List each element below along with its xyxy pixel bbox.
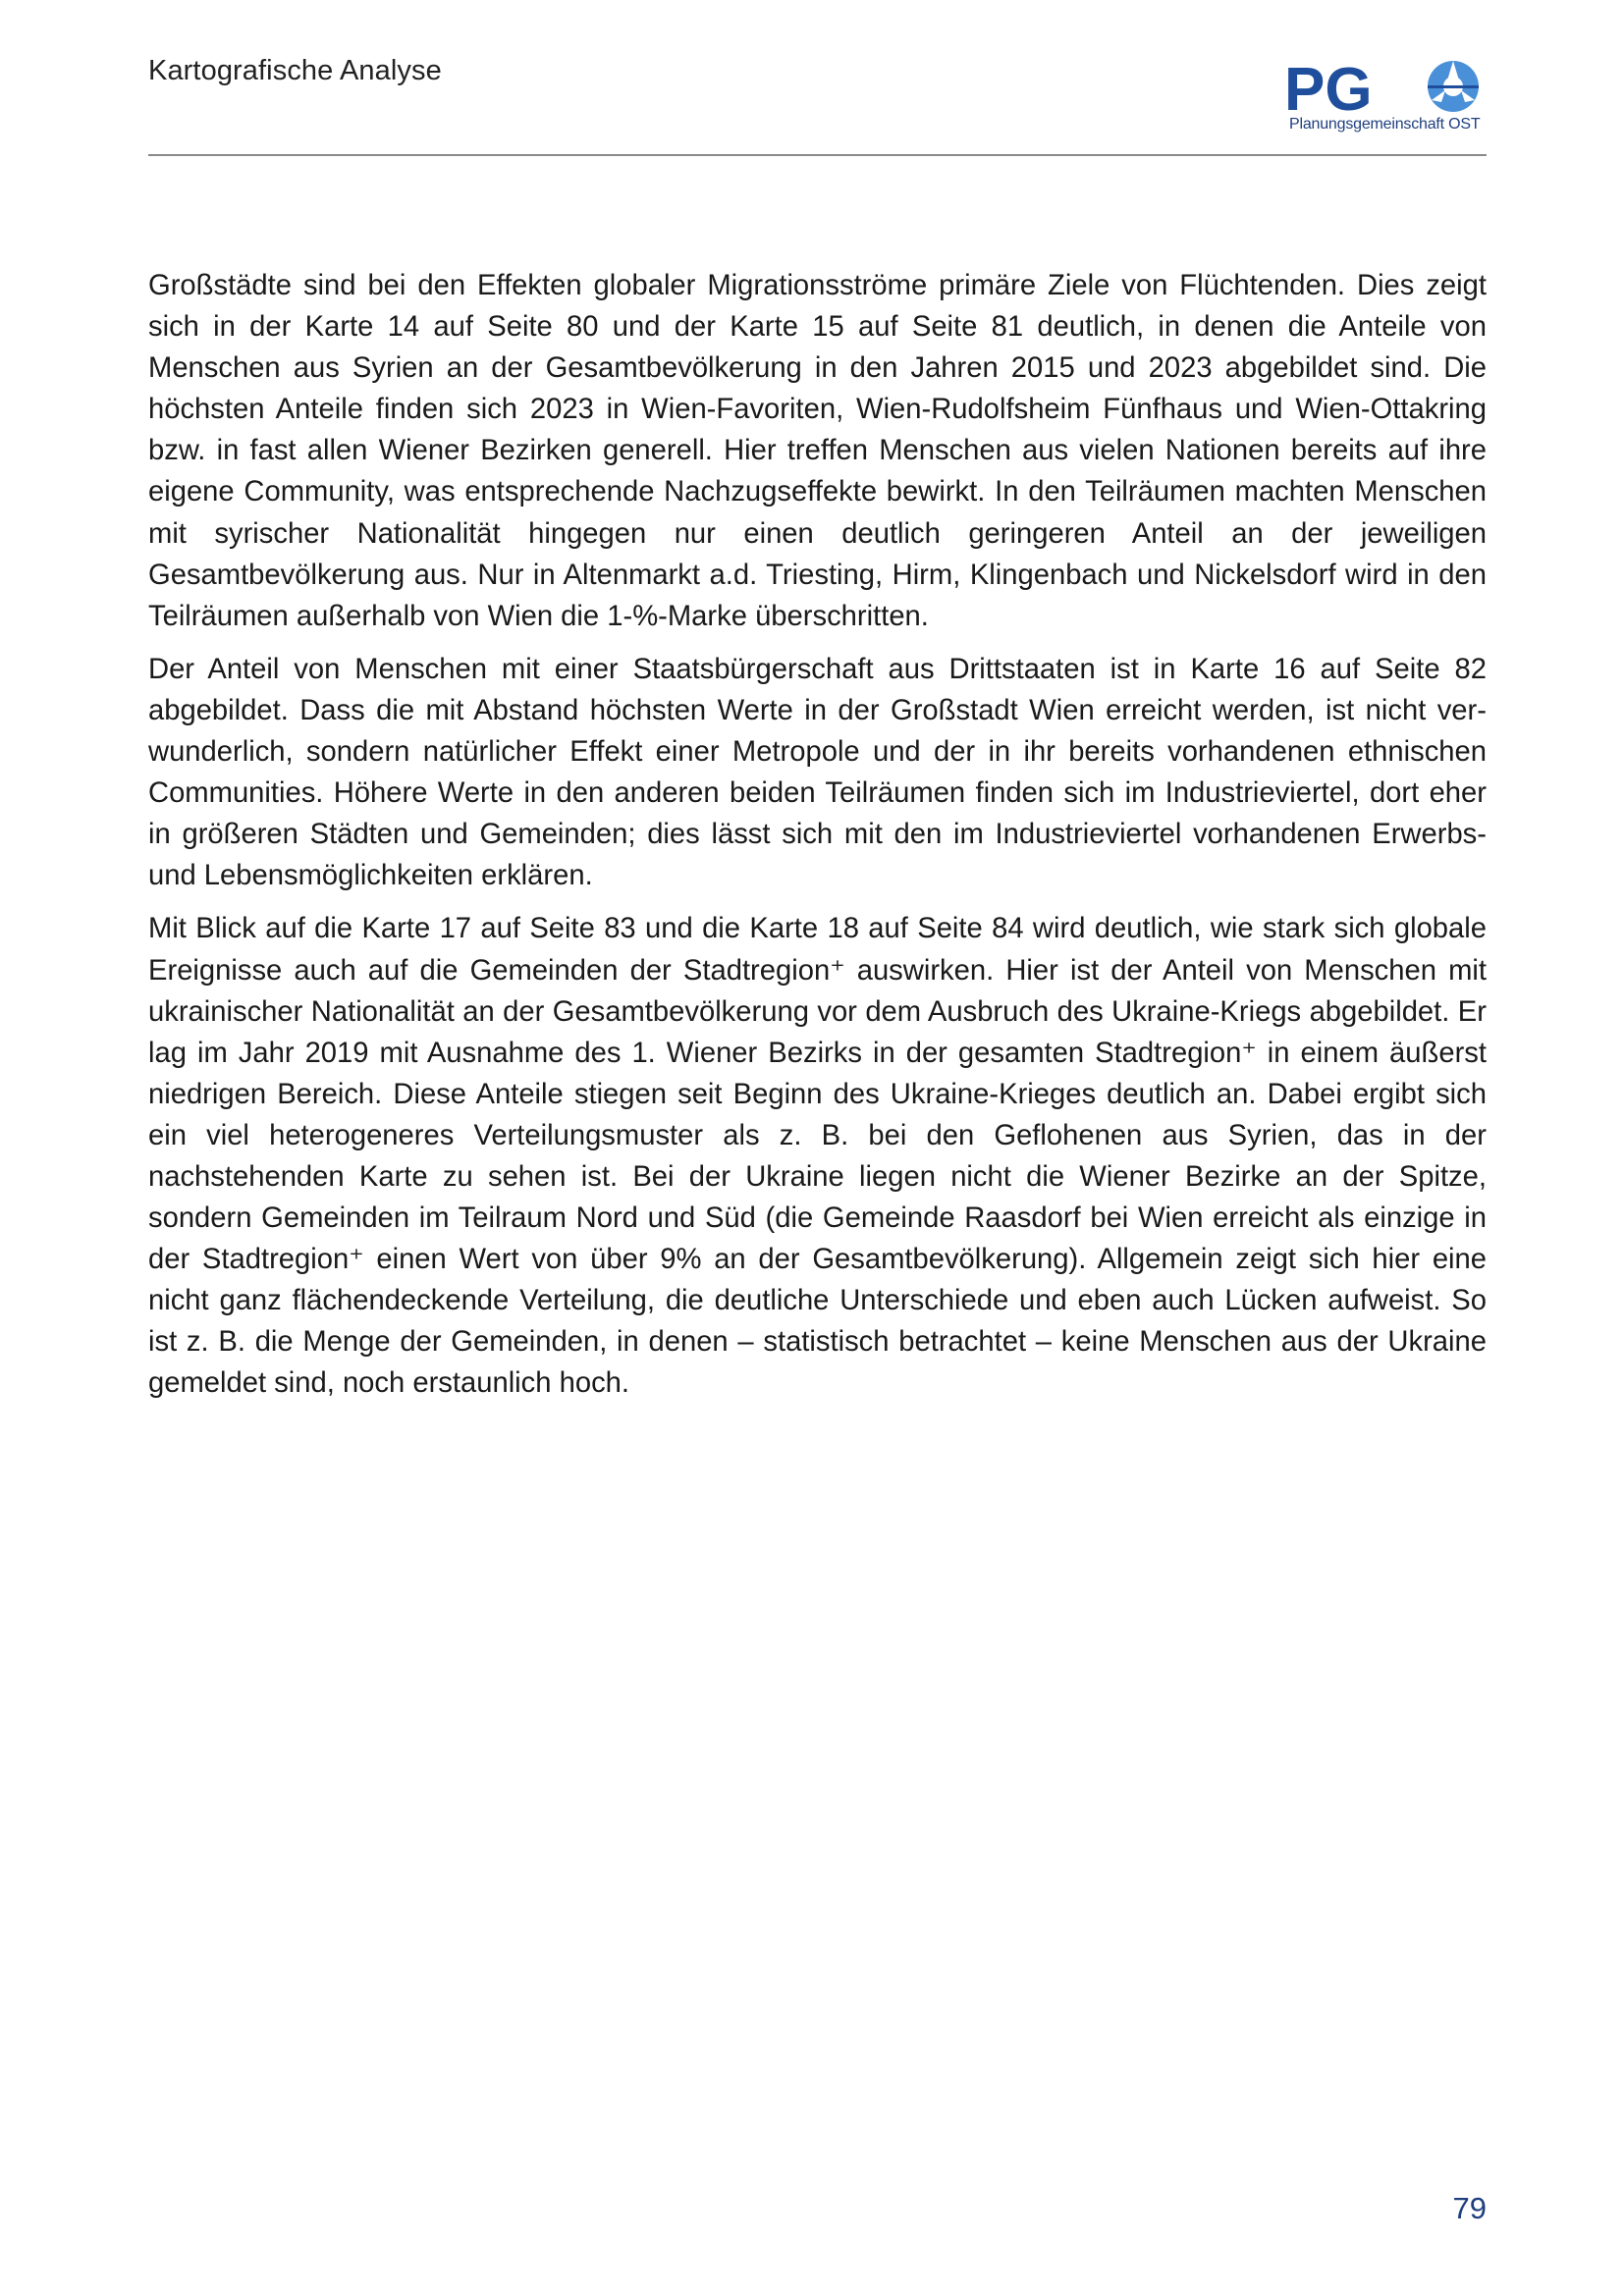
paragraph: Der Anteil von Menschen mit einer Staatsbürgerschaft aus Drittstaaten ist in Karte 16 auf Seite 82 abgebildet. Dass die mit Abstand höchsten Werte in der Großstadt Wien erreicht werden, ist nicht verwunderlich, sondern natürlicher Effekt einer Metropole und der in ihr bereits vorhandenen ethnischen Communities. Höhere Werte in den anderen beiden Teilräumen finden sich im Industrieviertel, dort eher in größeren Städten und Gemeinden; dies lässt sich mit den im Industrieviertel vorhandenen Erwerbs- und Lebensmöglichkeiten erklären. <box>148 653 1487 892</box>
planungsgemeinschaft-ost-logo <box>1276 59 1492 147</box>
pg-logo-mark <box>1276 59 1492 118</box>
logo-subtitle: Planungsgemeinschaft OST <box>1289 116 1481 133</box>
header-divider <box>148 154 1487 156</box>
page-number: 79 <box>1452 2191 1487 2225</box>
paragraph: Großstädte sind bei den Effekten globaler Migrationsströme primäre Ziele von Flüchtenden. Dies zeigt sich in der Karte 14 auf Seite 80 und der Karte 15 auf Seite 81 deutlich, in denen die Anteile von Menschen aus Syrien an der Gesamtbevölkerung in den Jahren 2015 und 2023 abgebildet sind. Die höchsten Anteile finden sich 2023 in Wien-Favoriten, Wien-Rudolfsheim Fünfhaus und Wien-Ottakring bzw. in fast allen Wiener Bezirken generell. Hier treffen Menschen aus vielen Nationen bereits auf ihre eigene Community, was entsprechende Nachzugseffekte bewirkt. In den Teilräumen machten Menschen mit syrischer Nationalität hingegen nur einen deutlich geringeren Anteil an der jeweiligen Gesamtbevölkerung aus. Nur in Altenmarkt a.d. Triesting, Hirm, Klingenbach und Nickelsdorf wird in den Teilräumen außerhalb von Wien die 1-%-Marke überschritten. <box>148 270 1487 632</box>
pg-logo-letters: PG <box>1284 59 1373 118</box>
paragraph: Mit Blick auf die Karte 17 auf Seite 83 und die Karte 18 auf Seite 84 wird deutlich, wie stark sich globale Ereignisse auch auf die Gemeinden der Stadtregion⁺ auswirken. Hier ist der Anteil von Menschen mit ukrainischer Nationalität an der Gesamtbevölkerung vor dem Ausbruch des Ukraine-Kriegs abgebildet. Er lag im Jahr 2019 mit Ausnahme des 1. Wiener Bezirks in der gesamten Stadtregion⁺ in einem äußerst niedrigen Bereich. Diese Anteile stiegen seit Beginn des Ukraine-Krieges deutlich an. Dabei ergibt sich ein viel heterogeneres Verteilungsmuster als z. B. bei den Geflohenen aus Syrien, das in der nachstehenden Karte zu sehen ist. Bei der Ukraine liegen nicht die Wiener Bezirke an der Spitze, sondern Gemeinden im Teilraum Nord und Süd (die Gemeinde Raasdorf bei Wien erreicht als einzige in der Stadtregion⁺ einen Wert von über 9% an der Gesamtbevölkerung). Allgemein zeigt sich hier eine nicht ganz flächendeckende Verteilung, die deutliche Unterschiede und eben auch Lücken aufweist. So ist z. B. die Menge der Gemeinden, in denen – statistisch betrachtet – keine Menschen aus der Ukraine gemeldet sind, noch erstaunlich hoch. <box>148 913 1487 1400</box>
running-header-title: Kartografische Analyse <box>148 55 442 86</box>
body-text <box>148 265 1487 1416</box>
globe-icon <box>1428 61 1479 112</box>
